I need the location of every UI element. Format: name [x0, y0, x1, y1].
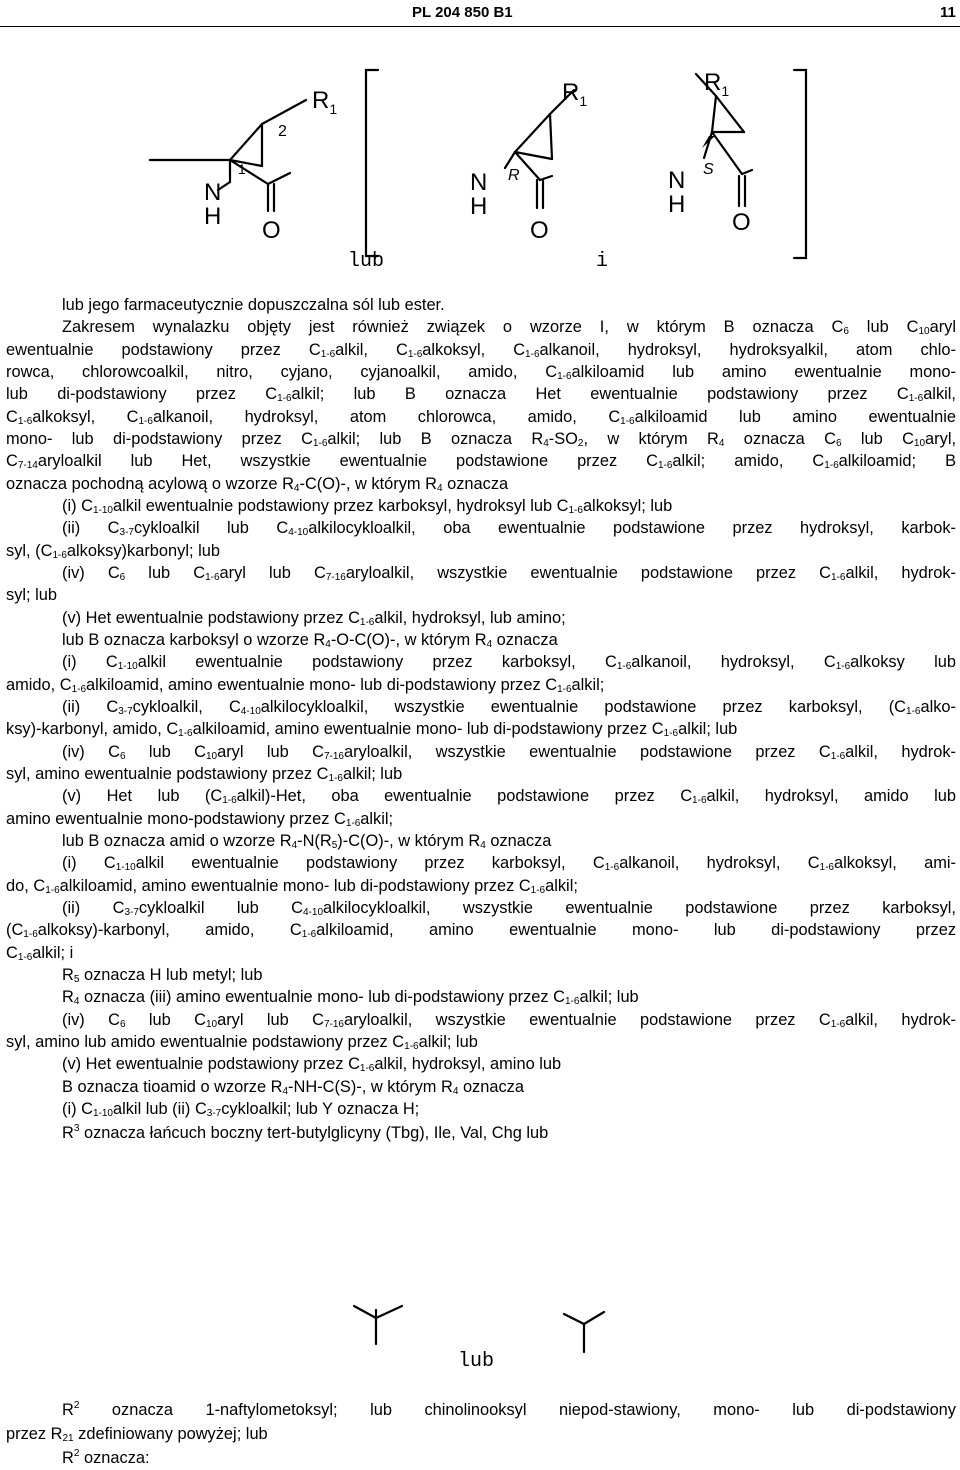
text-line: $C_{7-14}aryloalkil$ lub Het, wszystkie ewentualnie podstawione przez $C_{1-6}alkil$; amido, $C_{1-6}alkiloamid$; B: [6, 452, 956, 471]
text-line: (i) $C_{1-10}alkil$ ewentualnie podstawiony przez karboksyl, $C_{1-6}alkanoil$, hydroksyl, $C_{1-6}alkoksy$ lub: [62, 653, 956, 672]
m1-position-2: 2: [278, 123, 287, 140]
publication-number: PL 204 850 B1: [412, 4, 513, 21]
side-chain-figure: [0, 1300, 960, 1386]
text-line: do, $C_{1-6}alkiloamid$, amino ewentualnie mono- lub di-podstawiony przez $C_{1-6}alkil$;: [6, 877, 578, 896]
m3-h-label: H: [668, 191, 686, 218]
m3-o-label: O: [732, 209, 751, 236]
text-line: rowca, chlorowcoalkil, nitro, cyjano, cyjanoalkil, amido, $C_{1-6}alkiloamid$ lub amino ewentualnie mono-: [6, 363, 956, 382]
m2-h-label: H: [470, 193, 488, 220]
m1-position-1: 1: [238, 161, 246, 177]
text-line: (ii) $C_{3-7}cykloalkil$ lub $C_{4-10}alkilocykloalkil$, wszystkie ewentualnie podstawione przez karboksyl,: [62, 899, 956, 918]
text-line: lub B oznacza amid o wzorze $R_4-N(R_5)-C(O)-$, w którym $R_4$ oznacza: [62, 832, 552, 851]
text-line: amino ewentualnie mono-podstawiony przez $C_{1-6}alkil$;: [6, 810, 394, 829]
text-line: mono- lub di-podstawiony przez $C_{1-6}alkil$; lub B oznacza $R_4-SO_2$, w którym $R_4$ oznacza $C_6$ lub $C_{10}aryl$,: [6, 430, 957, 449]
text-line: syl, amino lub amido ewentualnie podstawiony przez $C_{1-6}alkil$; lub: [6, 1033, 478, 1052]
text-line: przez $R_{21}$ zdefiniowany powyżej; lub: [6, 1425, 268, 1444]
text-line: $R^3$ oznacza łańcuch boczny tert-butylglicyny (Tbg), Ile, Val, Chg lub: [62, 1123, 549, 1142]
text-line: ksy)-karbonyl, amido, $C_{1-6}alkiloamid$, amino ewentualnie mono- lub di-podstawiony przez $C_{1-6}alkil$; lub: [6, 720, 738, 739]
m3-n-label: N: [668, 167, 686, 194]
text-line: $C_{1-6}alkoksyl$, $C_{1-6}alkanoil$, hydroksyl, atom chlorowca, amido, $C_{1-6}alkiloamid$ lub amino ewentualnie: [6, 408, 956, 427]
text-line: $R_5$ oznacza H lub metyl; lub: [62, 966, 263, 985]
text-line: $R_4$ oznacza (iii) amino ewentualnie mono- lub di-podstawiony przez $C_{1-6}alkil$; lub: [62, 988, 639, 1007]
text-line: $R^2$ oznacza:: [62, 1448, 150, 1467]
text-line: (v) Het ewentualnie podstawiony przez $C_{1-6}alkil$, hydroksyl, lub amino;: [62, 609, 566, 628]
text-line: (i) $C_{1-10}alkil$ ewentualnie podstawiony przez karboksyl, $C_{1-6}alkanoil$, hydroksyl, $C_{1-6}alkoksyl$, ami-: [62, 854, 956, 873]
text-line: (ii) $C_{3-7}cykloalkil$ lub $C_{4-10}alkilocykloalkil$, oba ewentualnie podstawione przez hydroksyl, karbok-: [62, 519, 956, 538]
m2-stereo-label: R: [508, 167, 520, 184]
m3-stereo-label: S: [703, 161, 714, 178]
text-line: oznacza pochodną acylową o wzorze $R_4-C(O)-$, w którym $R_4$ oznacza: [6, 475, 509, 494]
m2-n-label: N: [470, 169, 488, 196]
text-line: (iv) $C_6$ lub $C_{1-6}aryl$ lub $C_{7-16}aryloalkil$, wszystkie ewentualnie podstawione przez $C_{1-6}alkil$, hydrok-: [62, 564, 956, 583]
text-line: lub di-podstawiony przez $C_{1-6}alkil$; lub B oznacza Het ewentualnie podstawiony przez $C_{1-6}alkil$,: [6, 385, 956, 404]
text-line: lub B oznacza karboksyl o wzorze $R_4-O-C(O)-$, w którym $R_4$ oznacza: [62, 631, 558, 650]
header-rule: [0, 26, 960, 27]
structures-figure: [0, 56, 960, 282]
m1-h-label: H: [204, 203, 222, 230]
conjunction-i: i: [596, 250, 609, 273]
conjunction-lub-bottom: lub: [458, 1350, 495, 1373]
m1-r1-label: $R_1$: [312, 87, 338, 117]
text-line: (i) $C_{1-10}alkil$ ewentualnie podstawiony przez karboksyl, hydroksyl lub $C_{1-6}alkoksyl$; lub: [62, 497, 673, 516]
text-line: syl, $(C_{1-6}alkoksy)karbonyl$; lub: [6, 542, 220, 561]
m1-n-label: N: [204, 179, 222, 206]
m3-r1-label: $R_1$: [704, 69, 730, 99]
text-line: lub jego farmaceutycznie dopuszczalna sól lub ester.: [62, 296, 445, 314]
text-line: ewentualnie podstawiony przez $C_{1-6}alkil$, $C_{1-6}alkoksyl$, $C_{1-6}alkanoil$, hydroksyl, hydroksyalkil, atom chlo-: [6, 341, 956, 360]
text-line: $(C_{1-6}alkoksy)$-karbonyl, amido, $C_{1-6}alkiloamid$, amino ewentualnie mono- lub di-podstawiony przez: [6, 921, 957, 940]
text-line: Zakresem wynalazku objęty jest również związek o wzorze I, w którym B oznacza $C_6$ lub $C_{10}aryl$: [62, 318, 956, 337]
text-line: (v) Het lub $(C_{1-6}alkil)$-Het, oba ewentualnie podstawione przez $C_{1-6}alkil$, hydroksyl, amido lub: [62, 787, 957, 806]
text-line: (ii) $C_{3-7}cykloalkil$, $C_{4-10}alkilocykloalkil$, wszystkie ewentualnie podstawione przez karboksyl, ($C_{1-6}alko-$: [62, 698, 956, 717]
conjunction-lub: lub: [348, 250, 385, 273]
text-line: (v) Het ewentualnie podstawiony przez $C_{1-6}alkil$, hydroksyl, amino lub: [62, 1055, 562, 1074]
m2-o-label: O: [530, 217, 549, 244]
text-line: B oznacza tioamid o wzorze $R_4-NH-C(S)-$, w którym $R_4$ oznacza: [62, 1078, 524, 1097]
text-line: (iv) $C_6$ lub $C_{10}aryl$ lub $C_{7-16}aryloalkil$, wszystkie ewentualnie podstawione przez $C_{1-6}alkil$, hydrok-: [62, 743, 956, 762]
page-number: 11: [940, 4, 956, 21]
text-line: syl, amino ewentualnie podstawiony przez $C_{1-6}alkil$; lub: [6, 765, 403, 784]
text-line: $C_{1-6}alkil$; i: [6, 944, 74, 963]
text-line: amido, $C_{1-6}alkiloamid$, amino ewentualnie mono- lub di-podstawiony przez $C_{1-6}alkil$;: [6, 676, 605, 695]
m1-o-label: O: [262, 217, 281, 244]
text-line: (i) $C_{1-10}alkil$ lub (ii) $C_{3-7}cykloalkil$; lub Y oznacza H;: [62, 1100, 420, 1119]
text-line: $R^2$ oznacza 1-naftylometoksyl; lub chinolinooksyl niepod-stawiony, mono- lub di-podstawiony: [62, 1400, 956, 1419]
text-line: (iv) $C_6$ lub $C_{10}aryl$ lub $C_{7-16}aryloalkil$, wszystkie ewentualnie podstawione przez $C_{1-6}alkil$, hydrok-: [62, 1011, 956, 1030]
text-line: syl; lub: [6, 586, 58, 604]
m2-r1-label: $R_1$: [562, 79, 588, 109]
page-header: [0, 4, 960, 24]
